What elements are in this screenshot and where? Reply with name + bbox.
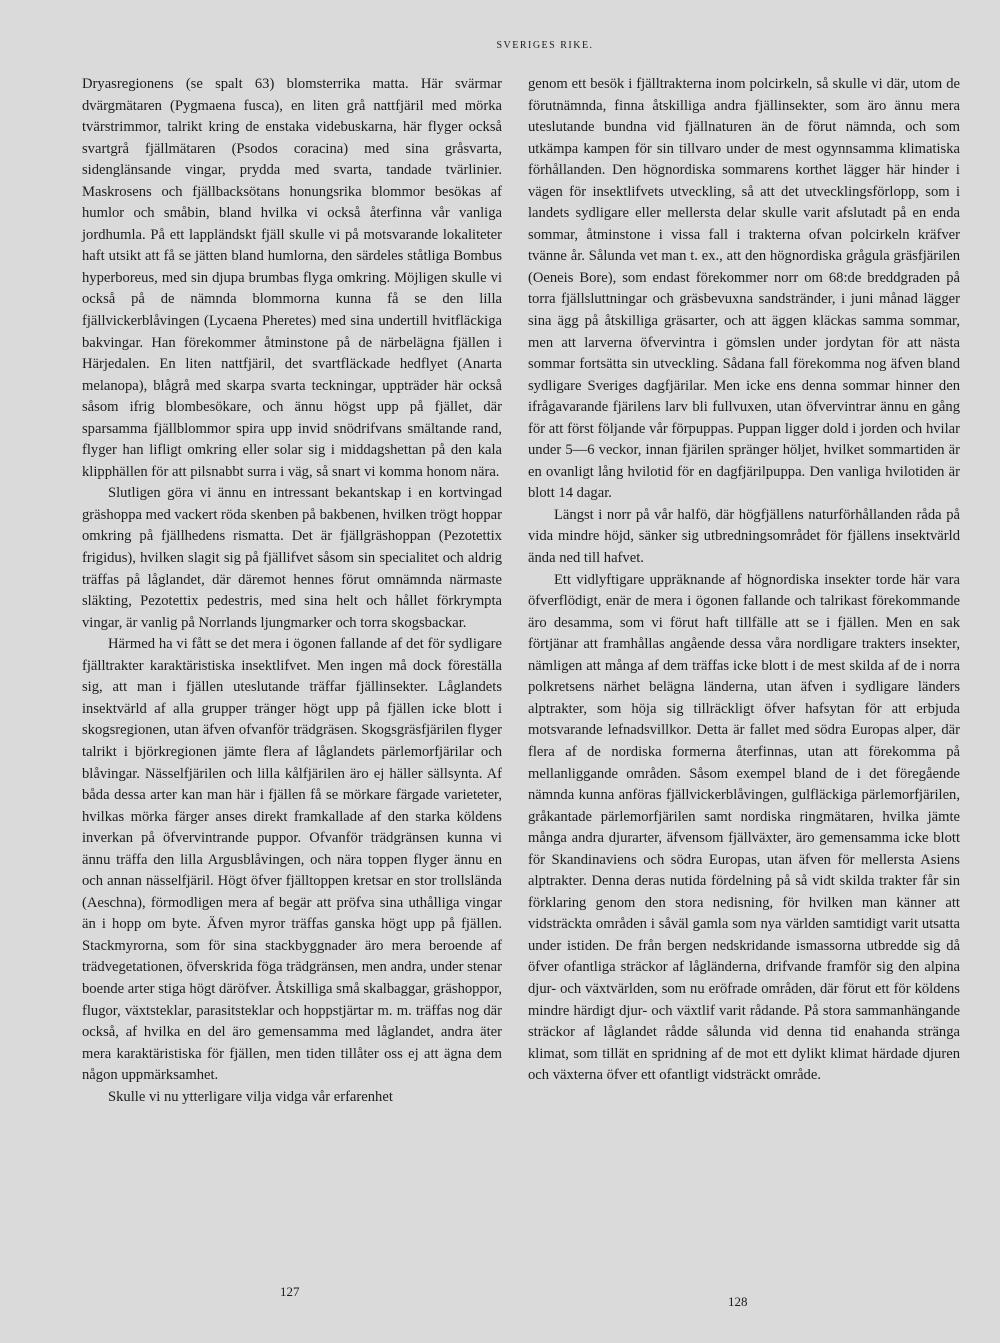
right-column bbox=[528, 74, 960, 1087]
page-number-right: 128 bbox=[728, 1294, 748, 1309]
right-paragraph-1: genom ett besök i fjälltrakterna inom polcirkeln, så skulle vi där, utom de förutnämnda, finna åtskilliga andra fjällinsekter, som äro ännu mera uteslutande bundna vid fjällnaturen än de förut nämnda, och som utkämpa kampen för sin tillvaro under de mest ogynnsamma klimatiska förhållanden. Den högnordiska sommarens korthet lägger här hinder i vägen för insektlifvets utveckling, så att det utvecklingsförlopp, som i landets sydligare eller mellersta delar skulle varit afslutadt på en enda sommar, åtminstone i vissa fall i trakterna ofvan polcirkeln kräfver tvänne år. Sålunda vet man t. ex., att den högnordiska grågula gräsfjärilen (Oeneis Bore), som endast förekommer norr om 68:de breddgraden på torra fjällsluttningar och gräsbevuxna sandstränder, i juni månad lägger sina ägg på åtskilliga gräsarter, och att äggen kläckas samma sommar, men att larverna öfvervintra i gömslen under jordytan för att nästa sommar fortsätta sin utveckling. Sådana fall förekomma nog äfven bland sydligare Sveriges dagfjärilar. Men icke ens denna sommar hinner den ifrågavarande fjärilens larv bli fullvuxen, utan öfvervintrar ännu en gång för att först följande vår förpuppas. Puppan ligger dold i jorden och hvilar under 5—6 veckor, innan fjärilen spränger höljet, hvilket sommartiden är en ovanligt lång hvilotid för en dagfjärilpuppa. Den vanliga hvilotiden är blott 14 dagar. bbox=[528, 76, 960, 502]
left-paragraph-2: Slutligen göra vi ännu en intressant bekantskap i en kortvingad gräshoppa med vackert röda skenben på bakbenen, hvilken trögt hoppar omkring på fjällhedens rismatta. Det är fjällgräshoppan (Pezotettix frigidus), hvilken slagit sig på fjällifvet såsom sin specialitet och aldrig träffas på låglandet, där däremot hennes förut omnämnda närmaste släkting, Pezotettix pedestris, med sina helt och hållet förkrympta vingar, är vanlig på Norrlands ljungmarker och torra skogsbackar. bbox=[82, 485, 502, 631]
left-paragraph-3: Härmed ha vi fått se det mera i ögonen fallande af det för sydligare fjälltrakter karaktäristiska insektlifvet. Men ingen må dock föreställa sig, att man i fjällen uteslutande träffar fjällinsekter. Låglandets insektvärld af alla grupper tränger högt upp på fjällen icke blott i skogsregionen, utan äfven ofvanför trädgräsen. Skogsgräsfjärilen flyger talrikt i björkregionen jämte flera af låglandets pärlemorfjärilar och blåvingar. Nässelfjärilen och lilla kålfjärilen äro ej häller sällsynta. Af båda dessa arter kan man här i fjällen få se mörkare färgade varieteter, hvilkas mörka färger anses direkt framkallade af den starka köldens inverkan på öfvervintrande puppor. Ofvanför trädgränsen kunna vi ännu träffa den lilla Argusblåvingen, och nära toppen flyger ännu en och annan nässelfjäril. Högt öfver fjälltoppen kretsar en stor trollslända (Aeschna), förmodligen mera af begär att pröfva sina uthålliga vingar än i hopp om byte. Äfven myror träffas ganska högt upp på fjällen. Stackmyrorna, som för sina stackbyggnader äro mera beroende af trädvegetationen, öfverskrida föga trädgränsen, men andra, under stenar boende arter stiga högt däröfver. Åtskilliga små skalbaggar, gräshoppor, flugor, växtsteklar, parasitsteklar och hoppstjärtar m. m. träffas nog där också, af hvilka en del äro gemensamma med låglandet, andra äter mera karaktäristiska för fjällen, men tiden tillåter oss ej att ägna dem någon uppmärksamhet. bbox=[82, 636, 502, 1084]
page-number-left: 127 bbox=[280, 1284, 300, 1299]
running-head: SVERIGES RIKE. bbox=[496, 40, 594, 51]
left-column bbox=[82, 74, 502, 1108]
left-paragraph-1: Dryasregionens (se spalt 63) blomsterrika matta. Här svärmar dvärgmätaren (Pygmaena fusca), en liten grå nattfjäril med mörka tvärstrimmor, talrikt kring de enstaka videbuskarna, här flyger också svartgrå fjällmätaren (Psodos coracina) med sina gråsvarta, sidenglänsande vingar, prydda med svarta, tandade tvärlinier. Maskrosens och fjällbacksötans honungsrika blommor besökas af humlor och småbin, bland hvilka vi också återfinna vår vanliga jordhumla. På ett lappländskt fjäll skulle vi på motsvarande lokaliteter haft utsikt att få se jätten bland humlorna, den särdeles ståtliga Bombus hyperboreus, med sin djupa brumbas flyga omkring. Möjligen skulle vi också på de nämnda blommorna kunna få se den lilla fjällvickerblåvingen (Lycaena Pheretes) med sina undertill hvitfläckiga bakvingar. Han förekommer åtminstone på de närbelägna fjällen i Härjedalen. En liten nattfjäril, det svartfläckade hedflyet (Anarta melanopa), blågrå med skarpa svarta teckningar, uppträder här också såsom ifrig blombesökare, och ännu högst upp på fjället, där sparsamma fjällblommor spira upp invid snödrifvans smältande rand, flyger han lifligt omkring eller solar sig i middagshettan på den kala klipphällen för att pilsnabbt surra i väg, så snart vi komma honom nära. bbox=[82, 76, 502, 480]
right-paragraph-3: Ett vidlyftigare uppräknande af högnordiska insekter torde här vara öfverflödigt, enär de mera i ögonen fallande och talrikast förekommande äro desamma, som vi förut haft tillfälle att se i fjällen. Men en sak förtjänar att framhållas angående dessa våra nordligare trakters insekter, nämligen att många af dem träffas icke blott i de mest skilda af de i norra polkretsens närhet belägna länderna, utan äfven i sydligare länders alptrakter, som höja sig tillräckligt öfver hafsytan för att erbjuda motsvarande lefnadsvillkor. Detta är fallet med södra Europas alper, där flera af de nordiska formerna återfinnas, utan att förekomma på mellanliggande områden. Såsom exempel bland de i det föregående nämnda kunna anföras fjällvickerblåvingen, gulfläckiga pärlemorfjärilen, gråkantade pärlemorfjärilen samt nordiska ringmätaren, hvilka jämte många andra djurarter, äfvensom fjällväxter, äro gemensamma icke blott för Skandinaviens och södra Europas, utan äfven för mellersta Asiens alptrakter. Denna deras nutida fördelning på så vidt skilda trakter får sin förklaring genom den stora nedisning, för hvilken man känner att vidsträckta områden i såväl gamla som nya världen samtidigt varit utsatta under istiden. De från bergen nedskridande ismassorna utbredde sig då öfver ofantliga sträckor af lågländerna, drifvande framför sig den alpina djur- och växtvärlden, som nu eröfrade områden, där förut ett för köldens mindre härdigt djur- och växtlif varit rådande. På stora sammanhängande sträckor af låglandet rådde sålunda vid denna tid enahanda stränga klimat, som tillät en spridning af de mot ett dylikt klimat härdade djuren och växterna öfver ett ofantligt vidsträckt område. bbox=[528, 571, 960, 1084]
left-paragraph-4: Skulle vi nu ytterligare vilja vidga vår erfarenhet bbox=[108, 1088, 393, 1105]
right-paragraph-2: Längst i norr på vår halfö, där högfjällens naturförhållanden råda på vida mindre höjd, sänker sig utbredningsområdet för fjällens insektvärld ända ned till hafvet. bbox=[528, 506, 960, 567]
